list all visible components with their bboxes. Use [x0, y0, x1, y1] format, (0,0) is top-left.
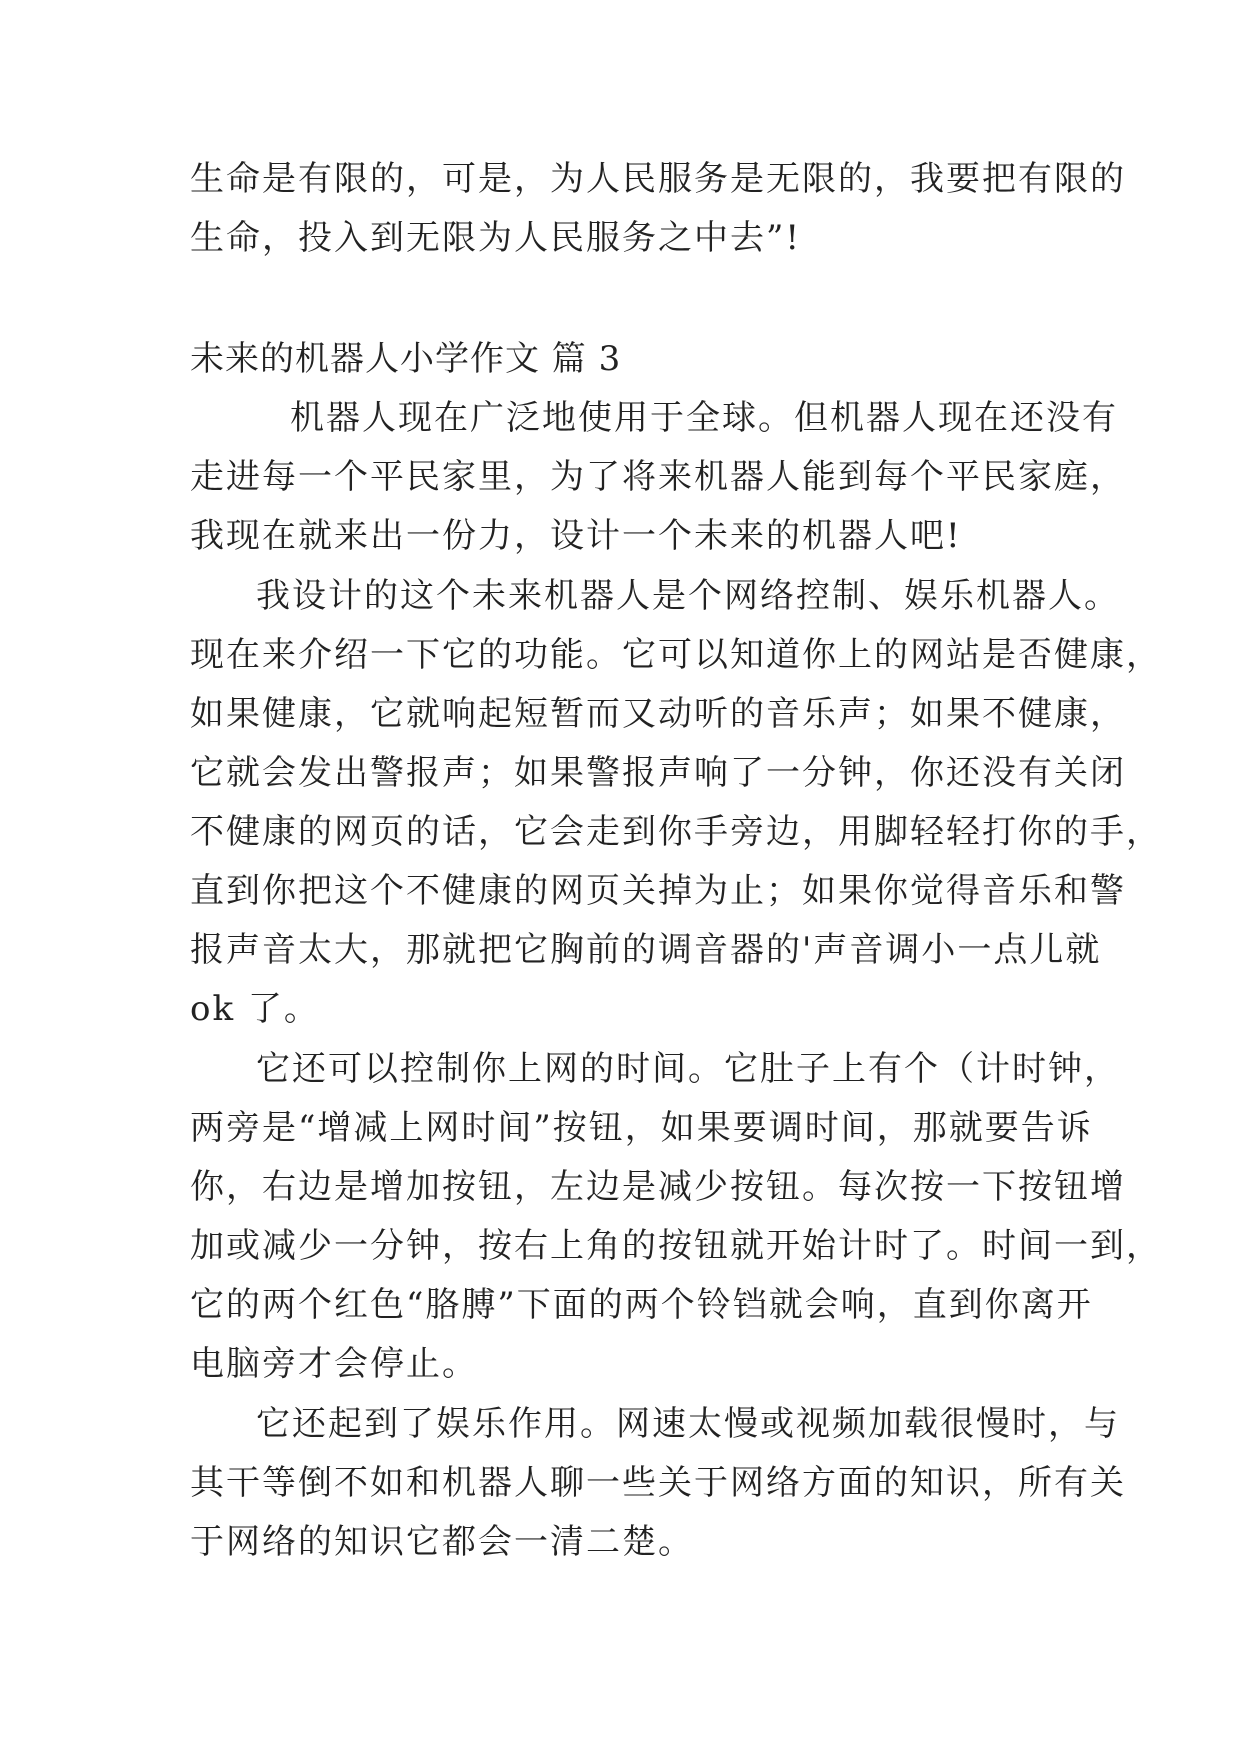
text-line: 它还起到了娱乐作用。网速太慢或视频加载很慢时，与	[256, 1404, 1120, 1444]
text-line: 生命是有限的，可是，为人民服务是无限的，我要把有限的	[190, 159, 1126, 199]
paragraph-3	[190, 1040, 1162, 1394]
text-line: 不健康的网页的话，它会走到你手旁边，用脚轻轻打你的手，	[190, 812, 1162, 852]
text-line: 它还可以控制你上网的时间。它肚子上有个（计时钟，	[256, 1049, 1120, 1089]
text-line: 如果健康，它就响起短暂而又动听的音乐声；如果不健康，	[190, 694, 1126, 734]
text-line: 报声音太大，那就把它胸前的调音器的'声音调小一点儿就	[190, 930, 1102, 970]
text-line: 机器人现在广泛地使用于全球。但机器人现在还没有	[290, 398, 1118, 438]
text-line: 于网络的知识它都会一清二楚。	[190, 1522, 694, 1562]
text-line: 其干等倒不如和机器人聊一些关于网络方面的知识，所有关	[190, 1463, 1126, 1503]
text-line: 现在来介绍一下它的功能。它可以知道你上的网站是否健康，	[190, 635, 1162, 675]
text-line: 两旁是“增减上网时间”按钮，如果要调时间，那就要告诉	[190, 1108, 1093, 1148]
paragraph-1	[190, 389, 1126, 566]
text-line: 直到你把这个不健康的网页关掉为止；如果你觉得音乐和警	[190, 871, 1126, 911]
paragraph-4	[190, 1395, 1126, 1572]
paragraph-2	[190, 567, 1162, 1039]
text-line: 它的两个红色“胳膊”下面的两个铃铛就会响，直到你离开	[190, 1285, 1093, 1325]
text-line: 走进每一个平民家里，为了将来机器人能到每个平民家庭，	[190, 457, 1126, 497]
text-line: ok 了。	[190, 989, 320, 1029]
text-line: 电脑旁才会停止。	[190, 1344, 478, 1384]
text-line: 它就会发出警报声；如果警报声响了一分钟，你还没有关闭	[190, 753, 1126, 793]
text-line: 我设计的这个未来机器人是个网络控制、娱乐机器人。	[256, 576, 1120, 616]
text-line: 加或减少一分钟，按右上角的按钮就开始计时了。时间一到，	[190, 1226, 1162, 1266]
text-line: 你，右边是增加按钮，左边是减少按钮。每次按一下按钮增	[190, 1167, 1126, 1207]
section-heading: 未来的机器人小学作文 篇 3	[190, 339, 622, 379]
text-line: 生命，投入到无限为人民服务之中去”!	[190, 218, 802, 258]
intro-paragraph	[190, 150, 1126, 268]
text-line: 我现在就来出一份力，设计一个未来的机器人吧!	[190, 516, 962, 556]
